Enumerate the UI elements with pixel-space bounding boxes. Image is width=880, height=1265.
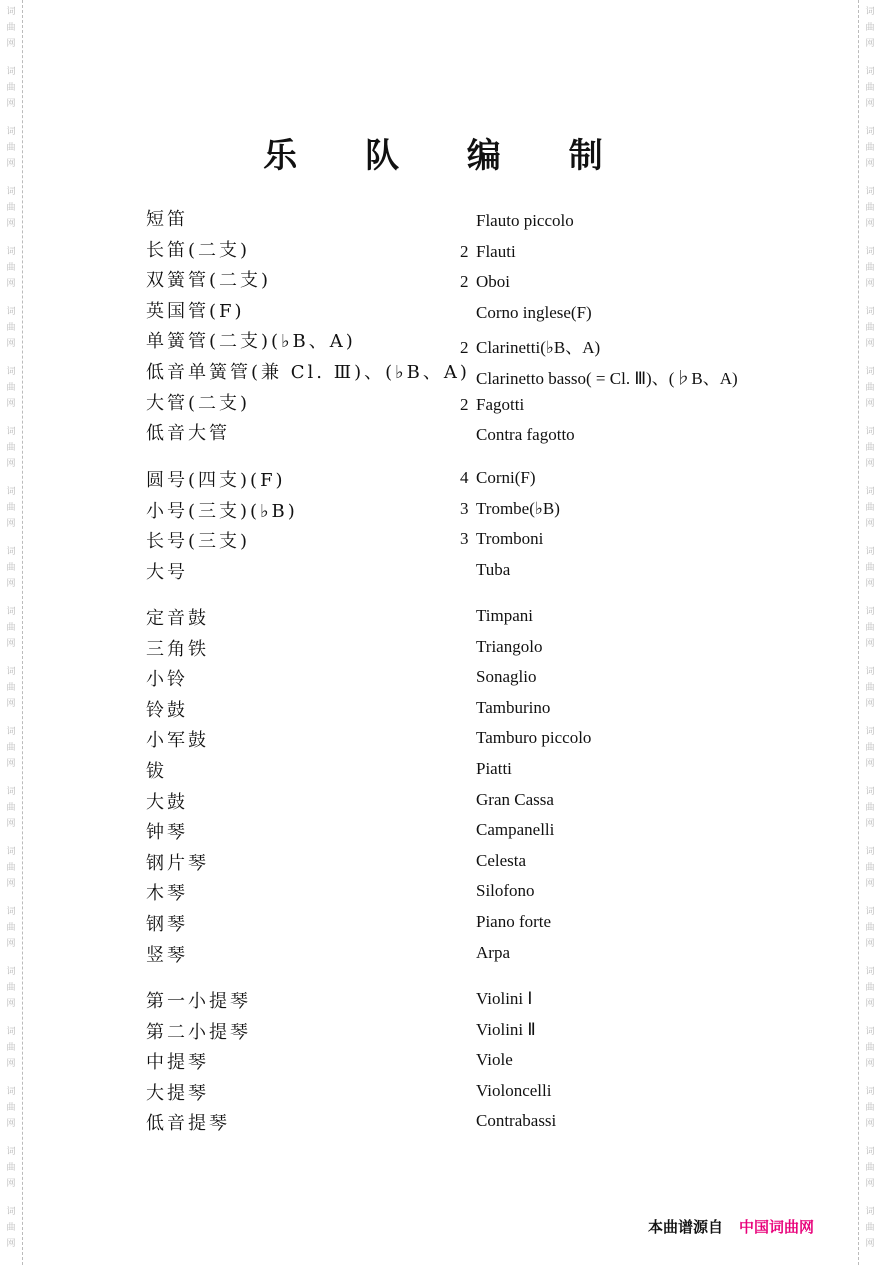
watermark-char: 词 (6, 787, 16, 797)
instrument-cn-brass: 大号 (146, 561, 188, 583)
watermark-char: 网 (865, 879, 875, 889)
watermark-char: 网 (6, 339, 16, 349)
watermark-unit (862, 244, 878, 292)
watermark-char: 网 (865, 99, 875, 109)
instrument-it-percussion (460, 881, 535, 901)
watermark-char: 网 (865, 339, 875, 349)
instrument-it-woodwinds (460, 242, 516, 262)
watermark-unit (862, 184, 878, 232)
watermark-char: 网 (6, 219, 16, 229)
watermark-char: 曲 (6, 1043, 16, 1053)
watermark-char: 词 (865, 1027, 875, 1037)
instrument-cn-woodwinds: 长笛(二支) (146, 239, 251, 261)
watermark-unit (862, 784, 878, 832)
left-watermark-strip (0, 0, 23, 1265)
watermark-char: 曲 (865, 383, 875, 393)
instrument-it-brass (460, 499, 560, 519)
instrument-cn-woodwinds: 英国管(F) (146, 300, 245, 322)
watermark-char: 曲 (6, 683, 16, 693)
watermark-char: 曲 (6, 923, 16, 933)
watermark-char: 词 (6, 187, 16, 197)
watermark-unit (3, 64, 19, 112)
instrument-cn-woodwinds: 双簧管(二支) (146, 270, 272, 292)
watermark-unit (862, 424, 878, 472)
footer-prefix: 本曲谱源自 (648, 1218, 724, 1236)
watermark-char: 曲 (865, 803, 875, 813)
instrument-italian-name: Violini Ⅱ (476, 1019, 536, 1039)
instrument-cn-woodwinds: 大管(二支) (146, 392, 251, 414)
watermark-char: 词 (865, 247, 875, 257)
watermark-char: 词 (865, 7, 875, 17)
instrument-cn-strings: 低音提琴 (146, 1113, 230, 1135)
watermark-unit (3, 484, 19, 532)
instrument-italian-name: Triangolo (476, 636, 543, 656)
watermark-char: 网 (6, 1179, 16, 1189)
watermark-char: 网 (865, 939, 875, 949)
instrument-italian-name: Campanelli (476, 820, 555, 840)
watermark-char: 词 (865, 67, 875, 77)
watermark-unit (3, 244, 19, 292)
watermark-char: 曲 (865, 263, 875, 273)
instrument-italian-name: Violini Ⅰ (476, 989, 533, 1008)
instrument-cn-percussion: 钹 (146, 761, 167, 782)
instrument-italian-name: Tamburino (476, 697, 551, 717)
watermark-char: 曲 (865, 1103, 875, 1113)
watermark-char: 网 (865, 519, 875, 529)
watermark-char: 网 (6, 579, 16, 589)
instrument-italian-name: Piatti (476, 759, 512, 778)
instrument-cn-percussion: 钟琴 (146, 822, 188, 844)
watermark-char: 网 (865, 279, 875, 289)
instrument-it-strings (460, 1111, 556, 1131)
watermark-char: 词 (865, 367, 875, 377)
instrument-it-strings (460, 989, 532, 1009)
watermark-unit (3, 904, 19, 952)
instrument-italian-name: Fagotti (476, 394, 525, 414)
watermark-char: 网 (6, 1119, 16, 1129)
instrument-it-woodwinds (460, 303, 592, 323)
watermark-char: 网 (6, 1239, 16, 1249)
watermark-char: 词 (6, 667, 16, 677)
watermark-char: 曲 (6, 563, 16, 573)
instrument-italian-name: Flauti (476, 241, 516, 261)
instrument-italian-name: Contrabassi (476, 1111, 557, 1131)
watermark-char: 网 (6, 39, 16, 49)
source-footer (648, 1216, 814, 1237)
instrument-italian-name: Violoncelli (476, 1080, 552, 1100)
watermark-char: 曲 (6, 323, 16, 333)
watermark-unit (862, 544, 878, 592)
watermark-char: 词 (6, 367, 16, 377)
watermark-char: 词 (6, 847, 16, 857)
instrument-italian-name: Oboi (476, 272, 510, 292)
instrument-cn-strings: 第二小提琴 (146, 1021, 251, 1043)
instrument-count: 2 (460, 272, 469, 292)
instrument-it-brass (460, 468, 536, 488)
watermark-char: 网 (6, 699, 16, 709)
watermark-char: 词 (6, 7, 16, 17)
watermark-char: 曲 (6, 1223, 16, 1233)
instrument-italian-name: Piano forte (476, 912, 552, 931)
watermark-char: 词 (865, 967, 875, 977)
watermark-unit (862, 364, 878, 412)
watermark-char: 网 (865, 159, 875, 169)
watermark-char: 词 (6, 1207, 16, 1217)
instrument-it-percussion (460, 851, 526, 871)
watermark-char: 曲 (865, 1163, 875, 1173)
watermark-unit (3, 1144, 19, 1192)
instrument-italian-name: Gran Cassa (476, 789, 554, 809)
watermark-char: 词 (6, 547, 16, 557)
watermark-char: 网 (6, 939, 16, 949)
watermark-char: 曲 (6, 23, 16, 33)
instrument-italian-name: Trombe(♭B) (476, 498, 560, 518)
watermark-char: 曲 (6, 743, 16, 753)
instrument-italian-name: Silofono (476, 881, 535, 901)
watermark-char: 曲 (865, 83, 875, 93)
instrument-italian-name: Flauto piccolo (476, 211, 574, 230)
watermark-unit (862, 484, 878, 532)
watermark-unit (3, 724, 19, 772)
watermark-char: 曲 (865, 683, 875, 693)
watermark-char: 曲 (865, 23, 875, 33)
watermark-char: 词 (865, 487, 875, 497)
watermark-char: 词 (6, 67, 16, 77)
watermark-char: 网 (6, 819, 16, 829)
watermark-unit (3, 1084, 19, 1132)
watermark-char: 词 (6, 247, 16, 257)
watermark-unit (862, 1204, 878, 1252)
watermark-char: 词 (865, 607, 875, 617)
watermark-char: 曲 (865, 1223, 875, 1233)
watermark-char: 曲 (6, 263, 16, 273)
instrument-cn-strings: 大提琴 (146, 1082, 209, 1104)
instrument-count: 2 (460, 241, 469, 261)
instrument-cn-woodwinds: 短笛 (146, 209, 188, 230)
instrument-count: 2 (460, 338, 469, 358)
watermark-char: 网 (865, 219, 875, 229)
instrument-it-woodwinds (460, 364, 738, 389)
watermark-unit (862, 604, 878, 652)
watermark-char: 曲 (6, 863, 16, 873)
instrument-cn-strings: 中提琴 (146, 1052, 209, 1074)
instrument-it-brass (460, 529, 543, 549)
instrument-cn-percussion: 三角铁 (146, 638, 209, 660)
watermark-char: 曲 (6, 143, 16, 153)
watermark-char: 曲 (865, 623, 875, 633)
watermark-char: 网 (6, 459, 16, 469)
watermark-char: 网 (865, 999, 875, 1009)
instrument-cn-percussion: 竖琴 (146, 944, 188, 966)
instrument-italian-name: Corno inglese(F) (476, 302, 592, 322)
watermark-char: 曲 (865, 443, 875, 453)
watermark-char: 词 (6, 307, 16, 317)
instrument-italian-name: Celesta (476, 850, 527, 870)
watermark-char: 曲 (6, 1163, 16, 1173)
instrument-cn-percussion: 铃鼓 (146, 699, 188, 721)
watermark-unit (3, 784, 19, 832)
watermark-unit (862, 904, 878, 952)
watermark-char: 网 (6, 1059, 16, 1069)
instrument-cn-brass: 圆号(四支)(F) (146, 470, 286, 491)
instrument-it-woodwinds (460, 211, 574, 231)
instrument-it-percussion (460, 637, 542, 657)
watermark-char: 网 (6, 639, 16, 649)
instrument-cn-percussion: 钢片琴 (146, 852, 209, 874)
instrument-it-strings (460, 1081, 551, 1101)
instrument-it-woodwinds (460, 395, 524, 415)
instrument-count: 2 (460, 394, 469, 414)
watermark-unit (3, 184, 19, 232)
watermark-char: 网 (865, 39, 875, 49)
watermark-char: 词 (865, 307, 875, 317)
watermark-char: 曲 (865, 203, 875, 213)
instrument-it-woodwinds (460, 272, 510, 292)
watermark-char: 曲 (865, 1043, 875, 1053)
instrument-it-woodwinds (460, 333, 600, 358)
instrument-cn-percussion: 钢琴 (146, 914, 188, 935)
instrument-italian-name: Tuba (476, 559, 511, 579)
watermark-char: 曲 (6, 983, 16, 993)
instrument-cn-woodwinds: 低音单簧管(兼 Cl. Ⅲ)、(♭B、A) (146, 362, 470, 383)
instrument-cn-woodwinds: 单簧管(二支)(♭B、A) (146, 331, 356, 353)
watermark-unit (3, 844, 19, 892)
watermark-char: 词 (865, 787, 875, 797)
footer-site-link[interactable]: 中国词曲网 (739, 1218, 815, 1236)
watermark-char: 词 (6, 1027, 16, 1037)
instrument-italian-name: Arpa (476, 942, 510, 962)
watermark-char: 网 (6, 159, 16, 169)
watermark-unit (862, 664, 878, 712)
instrument-it-percussion (460, 943, 510, 963)
watermark-char: 曲 (6, 443, 16, 453)
watermark-char: 网 (865, 1179, 875, 1189)
watermark-unit (3, 364, 19, 412)
watermark-char: 曲 (6, 623, 16, 633)
instrument-it-woodwinds (460, 425, 575, 445)
watermark-unit (862, 724, 878, 772)
watermark-char: 词 (6, 967, 16, 977)
instrument-italian-name: Viole (476, 1050, 513, 1070)
watermark-unit (3, 544, 19, 592)
watermark-unit (862, 64, 878, 112)
instrument-it-percussion (460, 698, 550, 718)
watermark-unit (3, 1204, 19, 1252)
instrument-italian-name: Sonaglio (476, 667, 537, 687)
watermark-unit (3, 424, 19, 472)
watermark-char: 网 (6, 279, 16, 289)
watermark-char: 网 (865, 1119, 875, 1129)
watermark-char: 词 (865, 667, 875, 677)
instrument-it-brass (460, 560, 510, 580)
watermark-char: 网 (6, 759, 16, 769)
watermark-char: 词 (865, 727, 875, 737)
watermark-char: 曲 (6, 83, 16, 93)
watermark-char: 网 (865, 459, 875, 469)
watermark-unit (862, 964, 878, 1012)
watermark-char: 网 (865, 759, 875, 769)
instrument-italian-name: Tamburo piccolo (476, 728, 592, 748)
watermark-char: 曲 (6, 383, 16, 393)
instrument-it-percussion (460, 759, 512, 779)
watermark-char: 网 (865, 699, 875, 709)
watermark-char: 网 (865, 579, 875, 589)
watermark-unit (3, 4, 19, 52)
instrument-it-strings (460, 1050, 513, 1070)
watermark-char: 网 (6, 519, 16, 529)
watermark-char: 词 (6, 607, 16, 617)
watermark-unit (3, 604, 19, 652)
watermark-char: 网 (6, 99, 16, 109)
watermark-char: 网 (865, 399, 875, 409)
instrument-italian-name: Tromboni (476, 529, 544, 549)
watermark-char: 曲 (865, 923, 875, 933)
watermark-char: 曲 (865, 863, 875, 873)
watermark-char: 曲 (6, 1103, 16, 1113)
watermark-unit (3, 964, 19, 1012)
watermark-char: 曲 (865, 743, 875, 753)
watermark-char: 词 (6, 1087, 16, 1097)
right-watermark-strip (858, 0, 880, 1265)
watermark-unit (862, 304, 878, 352)
instrument-count: 3 (460, 498, 469, 518)
watermark-char: 网 (6, 399, 16, 409)
watermark-char: 词 (865, 1207, 875, 1217)
instrument-cn-strings: 第一小提琴 (146, 991, 251, 1012)
instrument-it-percussion (460, 728, 591, 748)
instrument-italian-name: Clarinetti(♭B、A) (476, 338, 601, 358)
instrument-italian-name: Corni(F) (476, 468, 536, 487)
watermark-char: 曲 (865, 143, 875, 153)
watermark-char: 词 (6, 427, 16, 437)
instrument-count: 3 (460, 529, 469, 549)
instrument-it-percussion (460, 820, 554, 840)
watermark-char: 词 (865, 187, 875, 197)
watermark-char: 词 (6, 127, 16, 137)
watermark-char: 词 (865, 1087, 875, 1097)
instrument-cn-brass: 长号(三支) (146, 531, 251, 553)
watermark-char: 曲 (865, 563, 875, 573)
instrument-count: 4 (460, 468, 469, 487)
instrument-it-percussion (460, 912, 551, 932)
watermark-unit (862, 1144, 878, 1192)
instrument-cn-percussion: 小铃 (146, 669, 188, 691)
watermark-unit (3, 1024, 19, 1072)
watermark-char: 曲 (6, 503, 16, 513)
watermark-char: 网 (865, 1239, 875, 1249)
watermark-unit (862, 1084, 878, 1132)
watermark-char: 网 (865, 819, 875, 829)
instrument-cn-percussion: 定音鼓 (146, 608, 209, 629)
watermark-unit (3, 304, 19, 352)
instrument-italian-name: Timpani (476, 606, 534, 625)
instrument-cn-woodwinds: 低音大管 (146, 423, 230, 445)
watermark-unit (3, 664, 19, 712)
instrument-cn-percussion: 大鼓 (146, 791, 188, 813)
watermark-char: 曲 (6, 803, 16, 813)
watermark-unit (862, 4, 878, 52)
watermark-char: 曲 (865, 323, 875, 333)
watermark-char: 词 (6, 487, 16, 497)
watermark-char: 词 (865, 1147, 875, 1157)
watermark-char: 曲 (865, 983, 875, 993)
page-title: 乐 队 编 制 (263, 136, 631, 176)
watermark-char: 词 (6, 727, 16, 737)
instrument-it-percussion (460, 667, 536, 687)
instrument-it-percussion (460, 790, 554, 810)
instrument-italian-name: Contra fagotto (476, 425, 575, 445)
watermark-char: 曲 (865, 503, 875, 513)
watermark-char: 词 (865, 907, 875, 917)
watermark-unit (862, 844, 878, 892)
watermark-char: 词 (6, 1147, 16, 1157)
instrument-cn-brass: 小号(三支)(♭B) (146, 500, 298, 522)
watermark-char: 网 (6, 879, 16, 889)
watermark-char: 词 (865, 847, 875, 857)
watermark-char: 曲 (6, 203, 16, 213)
watermark-char: 网 (6, 999, 16, 1009)
instrument-it-strings (460, 1020, 536, 1040)
watermark-char: 网 (865, 639, 875, 649)
instrument-cn-percussion: 木琴 (146, 883, 188, 905)
watermark-char: 词 (6, 907, 16, 917)
watermark-char: 词 (865, 547, 875, 557)
watermark-char: 词 (865, 127, 875, 137)
instrument-it-percussion (460, 606, 533, 626)
instrument-italian-name: Clarinetto basso( = Cl. Ⅲ)、(♭B、A) (476, 369, 738, 388)
instrument-cn-percussion: 小军鼓 (146, 730, 209, 752)
watermark-char: 网 (865, 1059, 875, 1069)
watermark-char: 词 (865, 427, 875, 437)
watermark-unit (862, 1024, 878, 1072)
